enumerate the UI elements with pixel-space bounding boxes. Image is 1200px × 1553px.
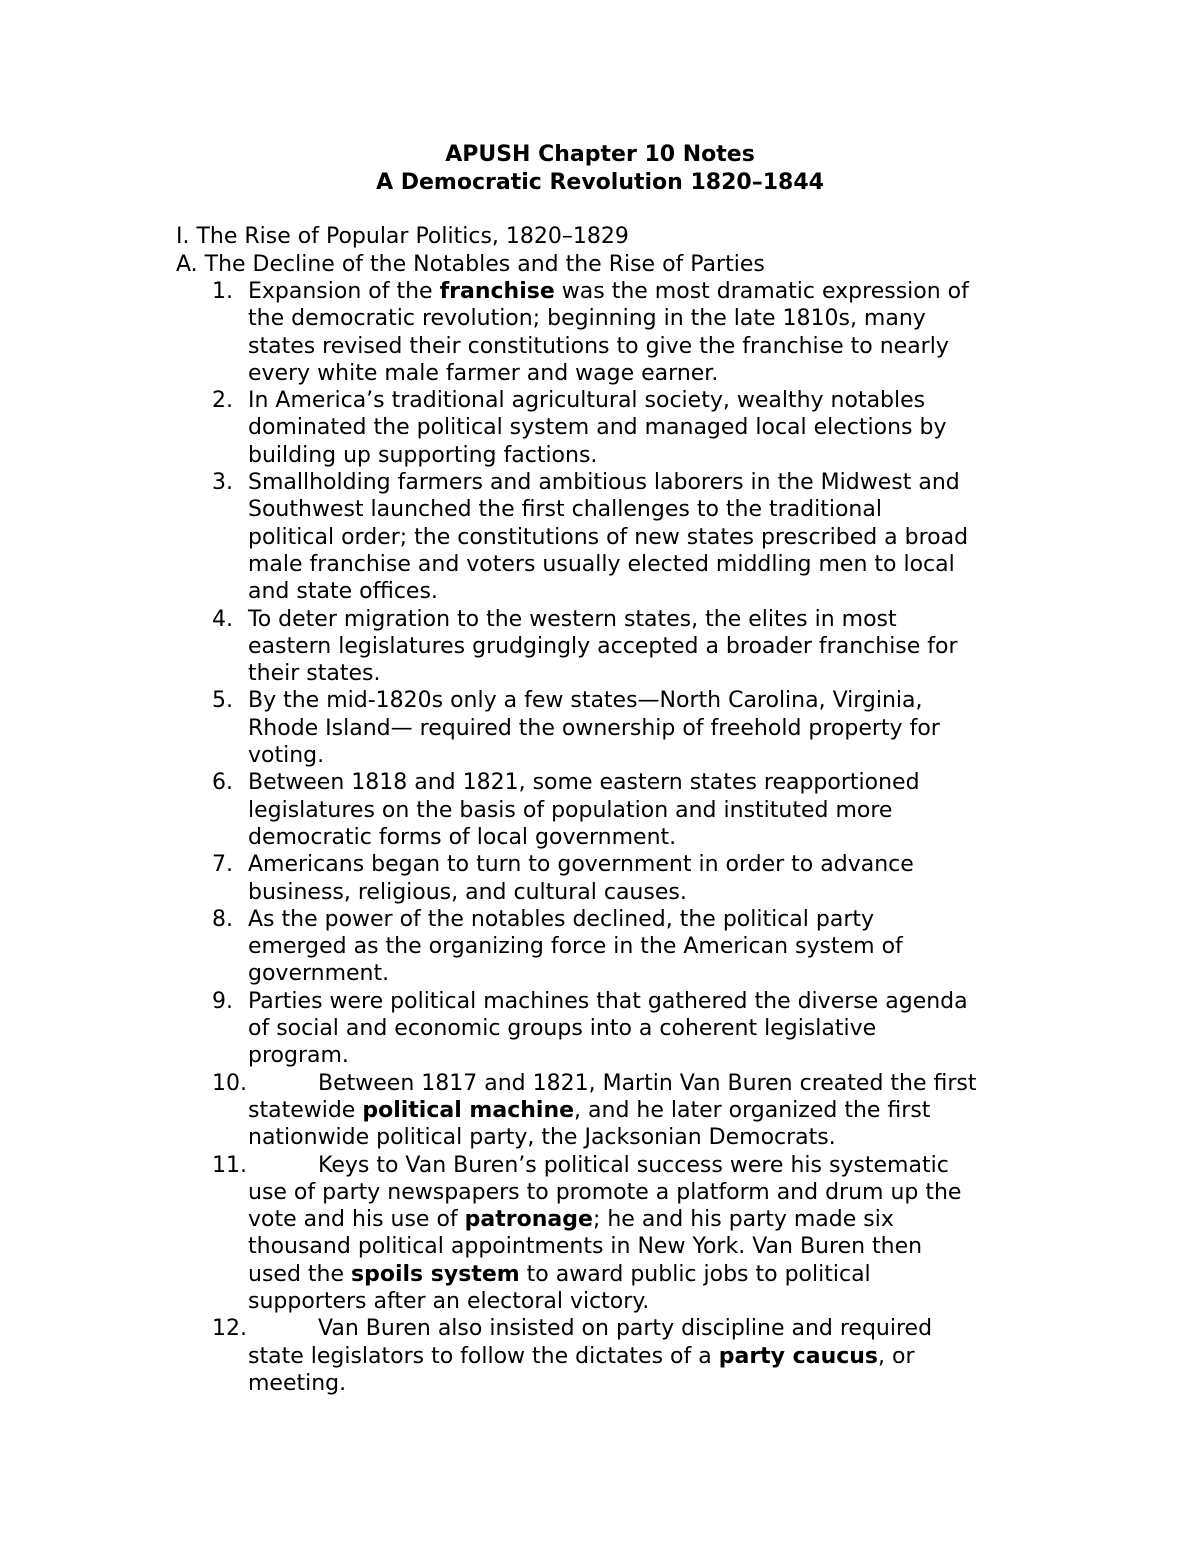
text-run: state legislators to follow the dictates of a	[248, 1343, 719, 1369]
list-item-line	[248, 742, 1200, 769]
text-run: Expansion of the	[248, 279, 440, 304]
list-item	[0, 278, 1200, 387]
text-run: Southwest launched the first challenges to the traditional	[248, 497, 882, 523]
list-item-line	[248, 851, 1200, 878]
bold-term: party caucus	[718, 1343, 879, 1369]
list-item-number: 2.	[212, 388, 233, 414]
list-item	[0, 469, 1200, 605]
list-item-line	[248, 824, 1200, 851]
text-run: states revised their constitutions to give the franchise to nearly	[248, 333, 949, 359]
text-run: , and he later organized the first	[574, 1097, 931, 1123]
list-item-line	[248, 278, 1200, 305]
text-run: meeting.	[248, 1370, 347, 1396]
list-item-line	[248, 906, 1200, 933]
list-item-line	[248, 1370, 1200, 1397]
list-item-line	[248, 769, 1200, 796]
list-item	[0, 906, 1200, 988]
list-item-number: 1.	[212, 279, 233, 304]
list-item-number: 4.	[212, 606, 233, 632]
text-run: eastern legislatures grudgingly accepted a broader franchise for	[248, 633, 958, 659]
list-item-line	[248, 1070, 1200, 1097]
list-item-line	[248, 960, 1200, 987]
text-run: male franchise and voters usually elected middling men to local	[248, 551, 955, 577]
list-item	[0, 1315, 1200, 1397]
document-title: APUSH Chapter 10 Notes	[445, 142, 755, 167]
text-run: building up supporting factions.	[248, 442, 598, 468]
text-run: government.	[248, 961, 390, 987]
list-item-line	[248, 715, 1200, 742]
list-item-line	[248, 1015, 1200, 1042]
text-run: ; he and his party made six	[592, 1207, 894, 1233]
text-run: In America’s traditional agricultural society, wealthy notables	[248, 388, 926, 414]
list-item-line	[248, 360, 1200, 387]
list-item-line	[248, 524, 1200, 551]
list-item-line	[248, 1124, 1200, 1151]
subsection-heading: A. The Decline of the Notables and the Rise of Parties	[176, 252, 765, 277]
list-item-line	[248, 633, 1200, 660]
list-item-number: 10.	[212, 1070, 247, 1096]
text-run: Van Buren also insisted on party discipline and required	[318, 1316, 933, 1342]
text-run: emerged as the organizing force in the American system of	[248, 934, 903, 960]
list-item-number: 5.	[212, 688, 233, 714]
list-item	[0, 606, 1200, 688]
list-item-line	[248, 496, 1200, 523]
list-item-number: 6.	[212, 770, 233, 796]
text-run: dominated the political system and managed local elections by	[248, 415, 947, 441]
text-run: their states.	[248, 661, 381, 687]
list-item-line	[248, 1097, 1200, 1124]
text-run: Americans began to turn to government in order to advance	[248, 852, 914, 878]
text-run: democratic forms of local government.	[248, 824, 677, 850]
text-run: of social and economic groups into a coherent legislative	[248, 1016, 877, 1042]
list-item-line	[248, 414, 1200, 441]
list-item	[0, 988, 1200, 1070]
text-run: program.	[248, 1043, 349, 1069]
list-item-line	[248, 1233, 1200, 1260]
list-item-line	[248, 1261, 1200, 1288]
list-item-line	[248, 988, 1200, 1015]
list-item-line	[248, 387, 1200, 414]
list-item	[0, 387, 1200, 469]
list-item-line	[248, 1206, 1200, 1233]
text-run: , or	[878, 1343, 915, 1369]
list-item-number: 8.	[212, 906, 233, 932]
list-item	[0, 1152, 1200, 1316]
text-run: Keys to Van Buren’s political success were his systematic	[318, 1152, 949, 1178]
text-run: Between 1818 and 1821, some eastern states reapportioned	[248, 770, 920, 796]
bold-term: patronage	[464, 1207, 593, 1233]
text-run: thousand political appointments in New York. Van Buren then	[248, 1234, 923, 1260]
list-item-line	[248, 1042, 1200, 1069]
text-run: By the mid-1820s only a few states—North Carolina, Virginia,	[248, 688, 923, 714]
text-run: every white male farmer and wage earner.	[248, 360, 719, 386]
text-run: to award public jobs to political	[519, 1261, 871, 1287]
text-run: used the	[248, 1261, 351, 1287]
list-item-line	[248, 879, 1200, 906]
list-item-line	[248, 797, 1200, 824]
text-run: Between 1817 and 1821, Martin Van Buren created the first	[318, 1070, 977, 1096]
text-run: nationwide political party, the Jacksonian Democrats.	[248, 1125, 836, 1151]
document-subtitle: A Democratic Revolution 1820–1844	[376, 170, 824, 195]
list-item	[0, 851, 1200, 906]
bold-term: spoils system	[351, 1261, 520, 1287]
text-run: legislatures on the basis of population and instituted more	[248, 797, 893, 823]
text-run: supporters after an electoral victory.	[248, 1288, 650, 1314]
text-run: Parties were political machines that gathered the diverse agenda	[248, 988, 968, 1014]
list-item-line	[248, 1288, 1200, 1315]
bold-term: political machine	[362, 1097, 575, 1123]
text-run: business, religious, and cultural causes.	[248, 879, 687, 905]
list-item-line	[248, 933, 1200, 960]
text-run: voting.	[248, 743, 325, 769]
list-item-number: 12.	[212, 1316, 247, 1342]
list-item-line	[248, 660, 1200, 687]
list-item-line	[248, 1343, 1200, 1370]
list-item-number: 7.	[212, 852, 233, 878]
section-heading: I. The Rise of Popular Politics, 1820–1829	[176, 224, 629, 249]
text-run: To deter migration to the western states, the elites in most	[248, 606, 897, 632]
list-item-line	[248, 1179, 1200, 1206]
list-item-line	[248, 1152, 1200, 1179]
notes-list	[0, 278, 1200, 1397]
text-run: As the power of the notables declined, the political party	[248, 906, 875, 932]
list-item-line	[248, 305, 1200, 332]
list-item-line	[248, 578, 1200, 605]
text-run: use of party newspapers to promote a platform and drum up the	[248, 1179, 962, 1205]
text-run: statewide	[248, 1097, 363, 1123]
list-item-number: 11.	[212, 1152, 247, 1178]
list-item	[0, 769, 1200, 851]
text-run: the democratic revolution; beginning in the late 1810s, many	[248, 306, 926, 332]
text-run: was the most dramatic expression of	[554, 279, 969, 304]
list-item-line	[248, 1315, 1200, 1342]
text-run: Smallholding farmers and ambitious laborers in the Midwest and	[248, 470, 960, 496]
text-run: Rhode Island— required the ownership of freehold property for	[248, 715, 940, 741]
list-item	[0, 687, 1200, 769]
list-item-number: 9.	[212, 988, 233, 1014]
list-item-line	[248, 551, 1200, 578]
list-item-line	[248, 606, 1200, 633]
list-item-line	[248, 333, 1200, 360]
text-run: political order; the constitutions of new states prescribed a broad	[248, 524, 969, 550]
text-run: and state offices.	[248, 579, 438, 605]
text-run: vote and his use of	[248, 1207, 465, 1233]
list-item-number: 3.	[212, 470, 233, 496]
list-item-line	[248, 469, 1200, 496]
list-item-line	[248, 687, 1200, 714]
bold-term: franchise	[439, 279, 555, 304]
list-item	[0, 1070, 1200, 1152]
list-item-line	[248, 442, 1200, 469]
